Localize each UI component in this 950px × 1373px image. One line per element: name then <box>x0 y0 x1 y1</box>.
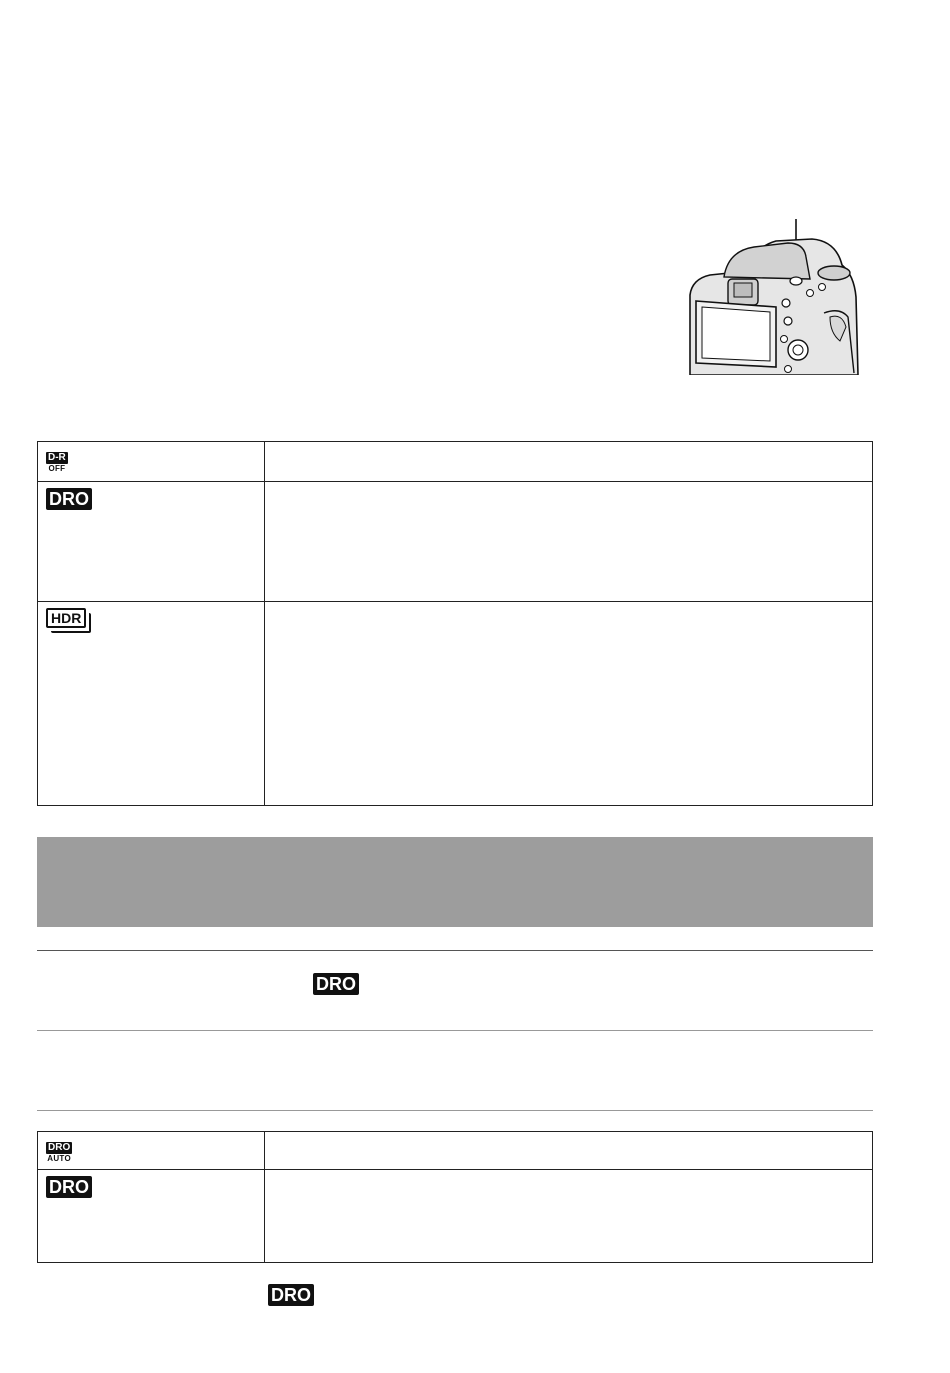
divider <box>37 1030 873 1031</box>
divider <box>37 1110 873 1111</box>
description-cell <box>265 602 873 806</box>
hdr-icon: HDR <box>46 608 86 628</box>
description-cell <box>265 1170 873 1263</box>
dro-inline-icon: DRO <box>313 973 359 995</box>
icon-cell <box>38 482 265 602</box>
description-cell <box>265 1132 873 1170</box>
dr-off-icon: D-R OFF <box>48 452 66 473</box>
camera-back-illustration <box>684 217 860 375</box>
table-row[interactable] <box>38 442 873 482</box>
dro-icon: DRO <box>46 488 92 510</box>
icon-cell <box>38 442 265 482</box>
note-block <box>37 1035 873 1105</box>
icon-cell <box>38 602 265 806</box>
icon-cell <box>38 1132 265 1170</box>
note-block <box>37 955 873 1025</box>
dro-inline-icon: DRO <box>268 1284 314 1306</box>
description-cell <box>265 482 873 602</box>
table-row[interactable] <box>38 1170 873 1263</box>
dynamic-range-modes-table <box>37 441 873 806</box>
description-cell <box>265 442 873 482</box>
table-row[interactable] <box>38 482 873 602</box>
dro-icon: DRO <box>46 1176 92 1198</box>
dro-modes-table <box>37 1131 873 1263</box>
table-row[interactable] <box>38 602 873 806</box>
divider <box>37 950 873 951</box>
table-row[interactable] <box>38 1132 873 1170</box>
section-heading-band <box>37 837 873 927</box>
dro-auto-icon: DRO AUTO <box>47 1142 71 1163</box>
icon-cell <box>38 1170 265 1263</box>
